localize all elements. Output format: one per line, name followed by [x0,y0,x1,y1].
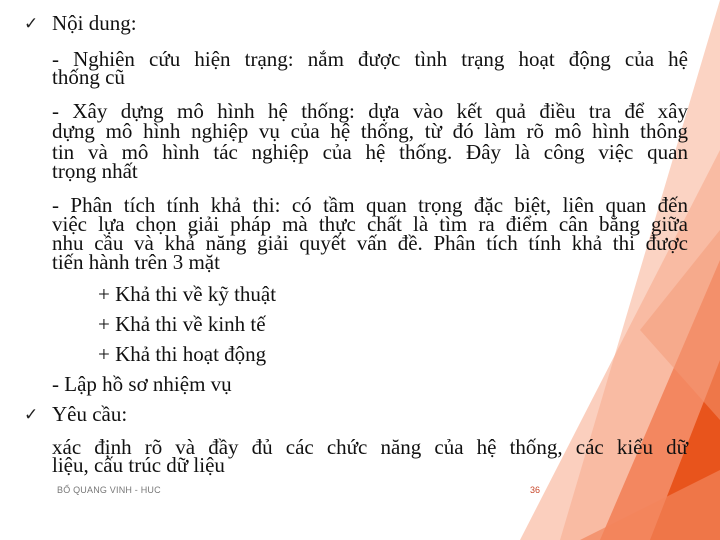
paragraph-line: nhu cầu và khả năng giải quyết vấn đề. Phân tích tính khả thi được [52,231,688,255]
heading-requirements: Yêu cầu: [52,402,128,426]
paragraph-line: tiến hành trên 3 mặt [52,250,220,274]
page-number: 36 [530,485,541,495]
check-icon: ✓ [24,405,39,425]
sub-item: + Khả thi về kinh tế [98,312,266,336]
paragraph-line: tin và mô hình tác nghiệp của hệ thống. Đây là công việc quan [52,140,688,164]
paragraph-line: - Nghiên cứu hiện trạng: nắm được tình trạng hoạt động của hệ [52,47,688,71]
paragraph-line: dựng mô hình nghiệp vụ của hệ thống, từ đó làm rõ mô hình thông [52,119,688,143]
sub-item: + Khả thi về kỹ thuật [98,282,277,306]
paragraph-line: - Lập hồ sơ nhiệm vụ [52,372,232,396]
sub-item: + Khả thi hoạt động [98,342,267,366]
heading-content: Nội dung: [52,11,137,35]
paragraph-line: việc lựa chọn giải pháp mà thực chất là tìm ra điểm cân bằng giữa [52,212,688,236]
check-icon: ✓ [24,14,39,34]
paragraph-line: - Xây dựng mô hình hệ thống: dựa vào kết quả điều tra để xây [52,99,688,123]
paragraph-line: trọng nhất [52,159,138,183]
footer-author: BỔ QUANG VINH - HUC [57,485,161,495]
paragraph-line: - Phân tích tính khả thi: có tầm quan trọng đặc biệt, liên quan đến [52,193,688,217]
paragraph-line: thống cũ [52,65,125,89]
paragraph-line: liệu, cấu trúc dữ liệu [52,453,225,477]
paragraph-line: xác định rõ và đầy đủ các chức năng của hệ thống, các kiểu dữ [52,435,688,459]
